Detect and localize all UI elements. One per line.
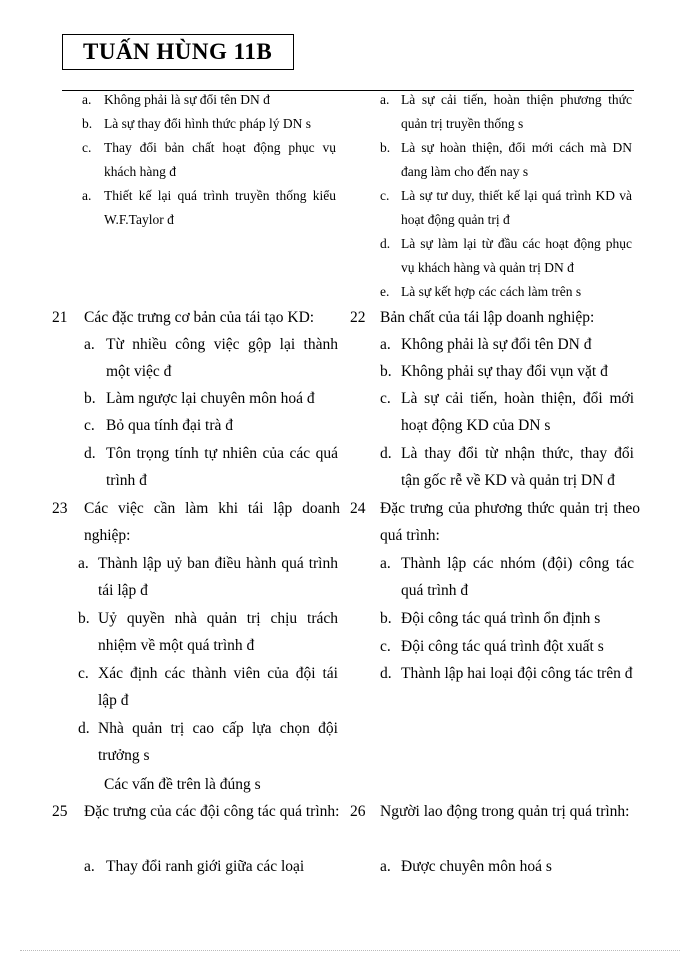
top-right-options xyxy=(380,88,632,304)
question-number: 23 xyxy=(52,500,68,517)
list-item: a. Là sự cải tiến, hoàn thiện phương thức quản trị truyền thống s xyxy=(380,92,632,131)
list-item: b. Là sự hoàn thiện, đổi mới cách mà DN đang làm cho đến nay s xyxy=(380,140,632,179)
answer-note: Các vấn đề trên là đúng s xyxy=(104,776,261,793)
question-text: Đặc trưng của các đội công tác quá trình: xyxy=(84,803,340,820)
question-text: Các việc cần làm khi tái lập doanh nghiệp: xyxy=(84,500,340,544)
page-header-title: TUẤN HÙNG 11B xyxy=(62,34,294,70)
list-item: e. Là sự kết hợp các cách làm trên s xyxy=(380,284,582,299)
question-text: Người lao động trong quản trị quá trình: xyxy=(380,803,630,820)
list-item: c. Là sự tư duy, thiết kế lại quá trình KD và hoạt động quản trị đ xyxy=(380,188,632,227)
list-item: d. Là sự làm lại từ đầu các hoạt động phục vụ khách hàng và quản trị DN đ xyxy=(380,236,632,275)
question-number: 21 xyxy=(52,309,68,326)
question-number: 24 xyxy=(350,500,366,517)
page-bottom-dotted-line xyxy=(20,950,680,951)
question-number: 26 xyxy=(350,803,366,820)
list-item: c. Thay đổi bản chất hoạt động phục vụ khách hàng đ xyxy=(82,140,336,179)
question-text: Bản chất của tái lập doanh nghiệp: xyxy=(380,309,595,326)
top-left-options xyxy=(82,88,336,232)
question-number: 25 xyxy=(52,803,68,820)
list-item: b. Là sự thay đổi hình thức pháp lý DN s xyxy=(82,116,311,131)
question-text: Đặc trưng của phương thức quản trị theo quá trình: xyxy=(380,500,640,544)
question-text: Các đặc trưng cơ bản của tái tạo KD: xyxy=(84,309,315,326)
list-item: a. Không phải là sự đổi tên DN đ xyxy=(82,92,270,107)
question-number: 22 xyxy=(350,309,366,326)
list-item: a. Thiết kế lại quá trình truyền thống kiểu W.F.Taylor đ xyxy=(82,188,336,227)
